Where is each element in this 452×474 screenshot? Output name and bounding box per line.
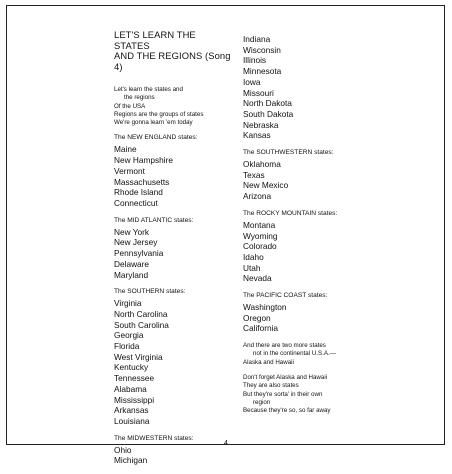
southwestern-section <box>243 149 393 202</box>
state-name: Connecticut <box>114 198 158 208</box>
state-name: Virginia <box>114 298 142 309</box>
state-name: Florida <box>114 341 140 352</box>
outro-line: They are also states <box>243 382 299 390</box>
state-name: South Dakota <box>243 108 294 119</box>
region-heading: The PACIFIC COAST states: <box>243 292 328 300</box>
state-name: Nevada <box>243 273 272 284</box>
state-name: Mississippi <box>114 394 155 405</box>
intro-line: the regions <box>124 94 155 102</box>
state-name: Colorado <box>243 241 277 252</box>
state-name: Louisiana <box>114 415 150 426</box>
outro-verse-1 <box>243 342 393 367</box>
state-name: Nebraska <box>243 119 279 130</box>
song-title-line-1: LET'S LEARN THE STATES <box>114 29 196 51</box>
state-name: West Virginia <box>114 351 163 362</box>
intro-line: Regions are the groups of states <box>114 110 204 118</box>
midwestern-section-continued <box>243 34 393 141</box>
state-name: Ohio <box>114 444 132 455</box>
state-name: Maine <box>114 144 137 155</box>
state-name: New Mexico <box>243 180 289 191</box>
pacific-coast-section <box>243 292 393 334</box>
state-name: Utah <box>243 262 261 273</box>
region-heading: The NEW ENGLAND states: <box>114 134 198 142</box>
state-name: Kansas <box>243 130 271 141</box>
state-name: Minnesota <box>243 66 282 77</box>
region-heading: The SOUTHERN states: <box>114 288 186 296</box>
song-title-line-2: AND THE REGIONS (Song 4) <box>114 50 231 72</box>
left-column <box>114 30 234 474</box>
mid-atlantic-section <box>114 217 234 281</box>
state-name: California <box>243 323 279 334</box>
state-name: Oklahoma <box>243 159 281 170</box>
state-name: Wisconsin <box>243 44 281 55</box>
state-name: Texas <box>243 169 265 180</box>
page-number: 4 <box>224 440 228 447</box>
state-name: Pennsylvania <box>114 248 164 259</box>
region-heading: The MID ATLANTIC states: <box>114 216 194 224</box>
southern-section <box>114 288 234 426</box>
state-name: Indiana <box>243 34 271 44</box>
outro-line: not in the continental U.S.A.— <box>253 350 336 358</box>
song-title <box>114 30 234 72</box>
outro-line: Because they're so, so far away <box>243 407 331 415</box>
right-column <box>243 34 393 423</box>
state-name: Arizona <box>243 191 272 202</box>
region-heading: The SOUTHWESTERN states: <box>243 149 334 157</box>
state-name: Delaware <box>114 258 150 269</box>
state-name: New York <box>114 226 150 237</box>
state-name: Washington <box>243 302 287 313</box>
state-name: Wyoming <box>243 230 278 241</box>
state-name: Arkansas <box>114 405 149 416</box>
outro-line: Don't forget Alaska and Hawaii <box>243 374 328 382</box>
state-name: Tennessee <box>114 373 155 384</box>
region-heading: The MIDWESTERN states: <box>114 434 194 442</box>
song-page <box>6 5 445 466</box>
state-name: Vermont <box>114 165 145 176</box>
state-name: Massachusetts <box>114 176 170 187</box>
intro-line: Let's learn the states and <box>114 86 183 93</box>
outro-verse-2 <box>243 374 393 415</box>
rocky-mountain-section <box>243 210 393 284</box>
state-name: Oregon <box>243 312 271 323</box>
state-name: North Dakota <box>243 98 292 109</box>
state-name: Georgia <box>114 330 144 341</box>
region-heading: The ROCKY MOUNTAIN states: <box>243 209 338 217</box>
outro-line: region <box>253 398 271 406</box>
intro-verse <box>114 86 234 127</box>
new-england-section <box>114 134 234 208</box>
state-name: Missouri <box>243 87 274 98</box>
outro-line: But they're sorta' in their own <box>243 390 323 398</box>
intro-line: Of the USA <box>114 102 146 110</box>
state-name: Iowa <box>243 76 261 87</box>
state-name: New Hampshire <box>114 155 174 166</box>
state-name: South Carolina <box>114 319 169 330</box>
outro-line: Alaska and Hawaii <box>243 358 294 366</box>
state-name: Idaho <box>243 251 264 262</box>
state-name: New Jersey <box>114 237 158 248</box>
outro-line: And there are two more states <box>243 342 326 350</box>
state-name: Maryland <box>114 269 149 280</box>
state-name: Illinois <box>243 55 267 66</box>
state-name: Rhode Island <box>114 187 163 198</box>
state-name: Montana <box>243 219 276 230</box>
state-name: North Carolina <box>114 308 168 319</box>
state-name: Kentucky <box>114 362 149 373</box>
intro-line: We're gonna learn 'em today <box>114 119 193 127</box>
state-name: Michigan <box>114 455 148 466</box>
state-name: Alabama <box>114 383 147 394</box>
